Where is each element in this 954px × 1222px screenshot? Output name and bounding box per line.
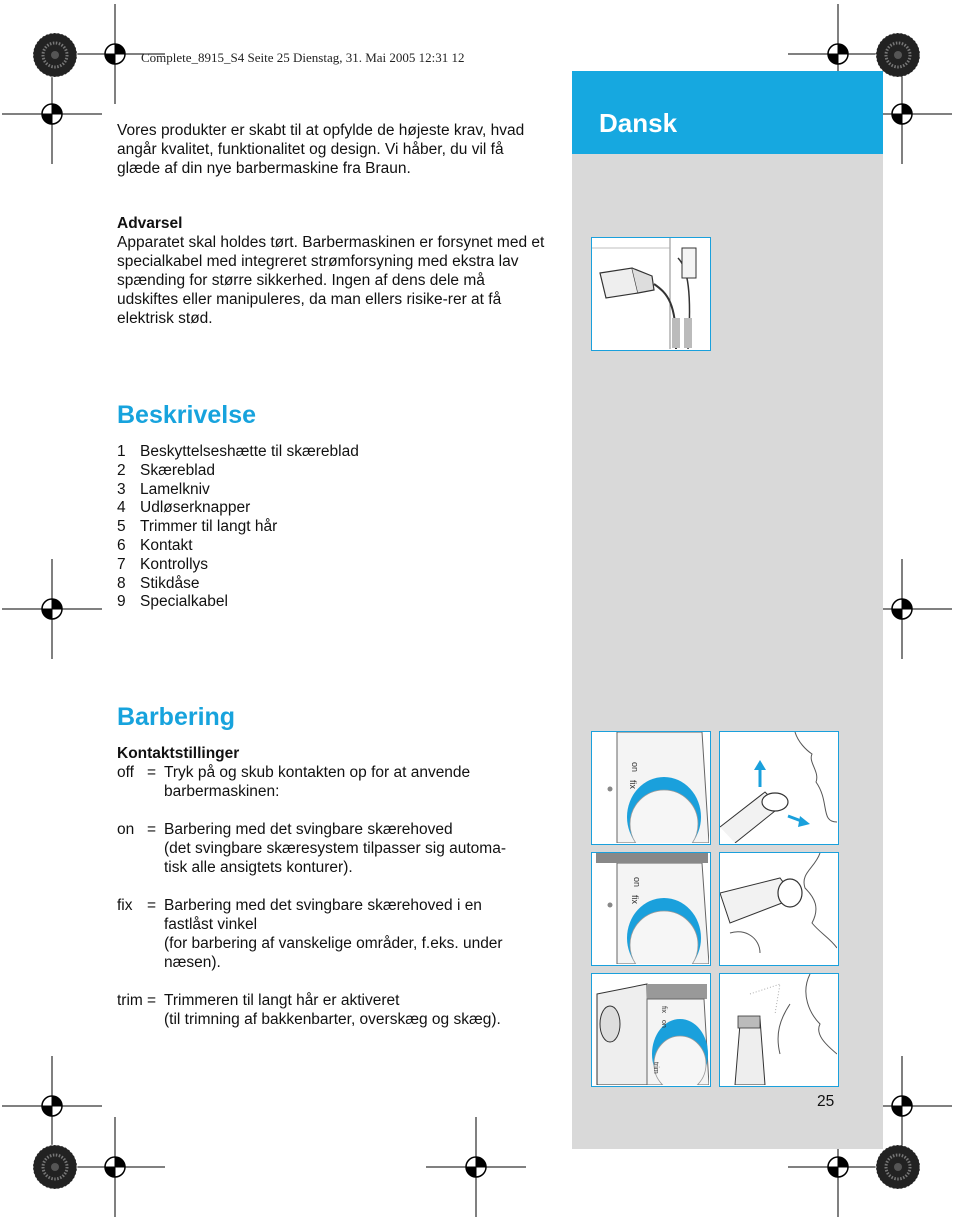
part-label: Udløserknapper <box>140 499 251 517</box>
switch-on-illustration <box>591 731 711 845</box>
trim-label: trim <box>652 1062 659 1074</box>
part-number: 6 <box>117 536 126 554</box>
setting-line: næsen). <box>164 954 221 971</box>
switch-settings-heading: Kontaktstillinger <box>117 745 240 762</box>
setting-text <box>164 896 547 972</box>
list-item <box>117 499 359 518</box>
plug-cable-illustration <box>591 237 711 351</box>
part-number: 9 <box>117 593 126 611</box>
setting-line: Trimmeren til langt hår er aktiveret <box>164 992 400 1009</box>
setting-trim <box>117 991 547 1029</box>
list-item <box>117 537 359 556</box>
switch-fix-illustration <box>591 852 711 966</box>
setting-line: fastlåst vinkel <box>164 916 258 933</box>
on-label: on <box>630 762 640 773</box>
switch-settings <box>117 744 547 1029</box>
setting-text <box>164 820 547 877</box>
shaving-angle-illustration <box>719 731 839 845</box>
setting-key: off <box>117 764 134 781</box>
setting-key: fix <box>117 897 133 914</box>
description-heading: Beskrivelse <box>117 401 257 429</box>
list-item <box>117 556 359 575</box>
on-label: on <box>632 877 642 888</box>
setting-key: trim <box>117 992 143 1009</box>
setting-eq: = <box>147 821 157 838</box>
language-title: Dansk <box>599 108 678 138</box>
setting-line: Tryk på og skub kontakten op for at anvende <box>164 764 471 781</box>
part-number: 8 <box>117 574 126 592</box>
fix-label: fix <box>660 1006 667 1013</box>
setting-line: (til trimning af bakkenbarter, overskæg og skæg). <box>164 1011 501 1028</box>
part-number: 1 <box>117 443 126 460</box>
setting-fix <box>117 896 547 972</box>
part-label: Beskyttelseshætte til skæreblad <box>140 443 359 460</box>
part-label: Lamelkniv <box>140 480 210 498</box>
list-item <box>117 593 359 612</box>
fix-label: fix <box>628 780 638 789</box>
part-label: Kontrollys <box>140 555 209 573</box>
part-number: 7 <box>117 555 126 573</box>
setting-key: on <box>117 821 135 838</box>
setting-line: Barbering med det svingbare skærehoved <box>164 821 453 838</box>
part-label: Trimmer til langt hår <box>140 518 278 536</box>
part-number: 2 <box>117 461 126 479</box>
setting-text <box>164 763 547 801</box>
setting-eq: = <box>147 992 157 1009</box>
setting-on <box>117 820 547 877</box>
warning-text: Apparatet skal holdes tørt. Barbermaskinen er forsynet med et specialkabel med integreret strømforsyning med ekstra lav spænding for større sikkerhed. Ingen af dens dele må udskiftes eller manipuleres, da man ellers risike-rer at få elektrisk stød. <box>117 234 545 327</box>
print-header: Complete_8915_S4 Seite 25 Dienstag, 31. Mai 2005 12:31 12 <box>141 50 465 65</box>
trimming-sideburns-illustration <box>719 973 839 1087</box>
list-item <box>117 575 359 594</box>
setting-line: Barbering med det svingbare skærehoved i en <box>164 897 482 914</box>
setting-eq: = <box>147 764 157 781</box>
part-label: Kontakt <box>140 536 193 554</box>
page-number: 25 <box>817 1093 835 1110</box>
list-item <box>117 462 359 481</box>
shaving-heading: Barbering <box>117 703 236 731</box>
part-label: Specialkabel <box>140 593 228 611</box>
setting-line: tisk alle ansigtets konturer). <box>164 859 353 876</box>
warning-heading: Advarsel <box>117 215 183 232</box>
setting-line: barbermaskinen: <box>164 783 280 800</box>
setting-line: (det svingbare skæresystem tilpasser sig automa- <box>164 840 506 857</box>
switch-trim-illustration <box>591 973 711 1087</box>
setting-eq: = <box>147 897 157 914</box>
fix-label: fix <box>630 895 640 904</box>
part-label: Skæreblad <box>140 461 215 479</box>
setting-off <box>117 763 547 801</box>
list-item <box>117 481 359 500</box>
shaving-under-nose-illustration <box>719 852 839 966</box>
part-label: Stikdåse <box>140 574 200 592</box>
part-number: 5 <box>117 518 126 536</box>
setting-text <box>164 991 547 1029</box>
part-number: 3 <box>117 480 126 498</box>
setting-line: (for barbering af vanskelige områder, f.eks. under <box>164 935 503 952</box>
part-number: 4 <box>117 499 126 517</box>
on-label: on <box>660 1020 667 1028</box>
parts-list <box>117 443 359 612</box>
warning-section <box>117 214 547 328</box>
list-item <box>117 443 359 462</box>
list-item <box>117 518 359 537</box>
intro-paragraph: Vores produkter er skabt til at opfylde de højeste krav, hvad angår kvalitet, funktionalitet og design. Vi håber, du vil få glæde af din nye barbermaskine fra Braun. <box>117 122 525 177</box>
